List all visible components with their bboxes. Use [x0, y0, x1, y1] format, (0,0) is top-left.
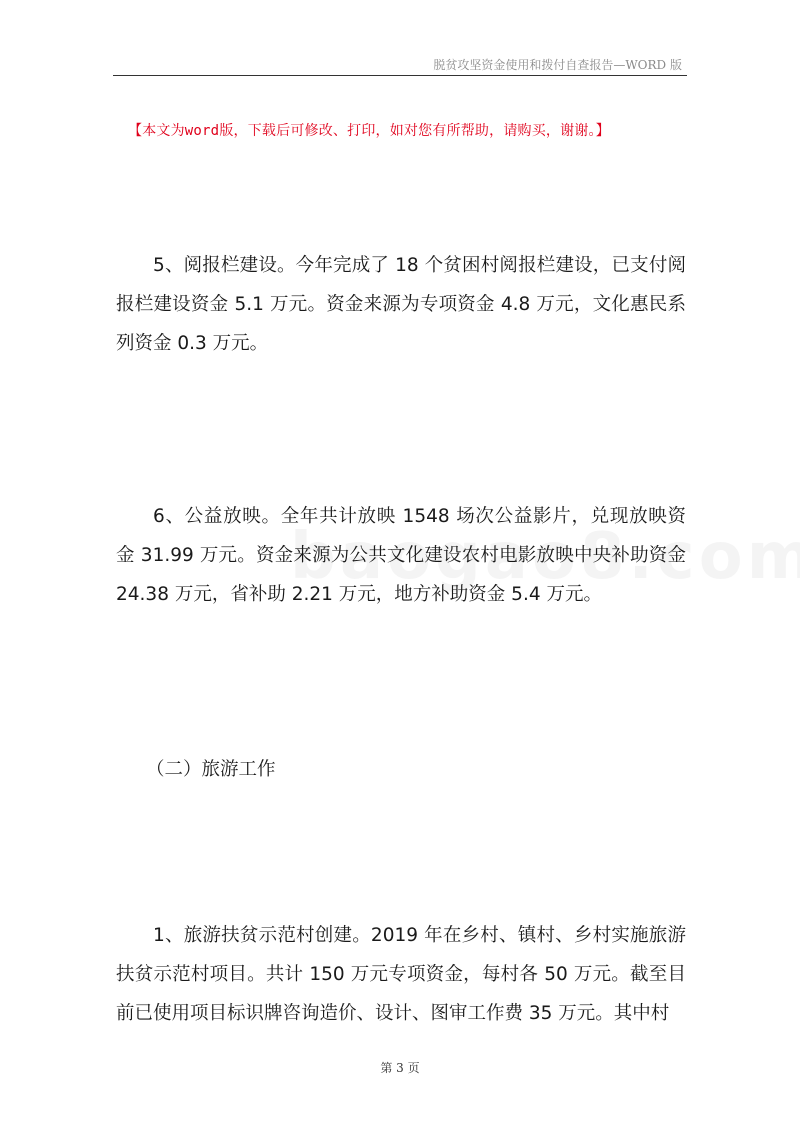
paragraph-public-screening: 6、公益放映。全年共计放映 1548 场次公益影片，兑现放映资金 31.99 万元。资金来源为公共文化建设农村电影放映中央补助资金 24.38 万元，省补助 2.21 万元，地方补助资金 5.4 万元。 — [116, 506, 686, 605]
section-heading-tourism: （二）旅游工作 — [146, 759, 276, 780]
header-divider — [113, 75, 687, 76]
purchase-notice: 【本文为word版，下载后可修改、打印，如对您有所帮助，请购买，谢谢。】 — [128, 123, 610, 139]
paragraph-tourism-demo-village: 1、旅游扶贫示范村创建。2019 年在乡村、镇村、乡村实施旅游扶贫示范村项目。共计 150 万元专项资金，每村各 50 万元。截至目前已使用项目标识牌咨询造价、设计、图审工作费 35 万元。其中村 — [116, 925, 686, 1024]
page-number: 第 3 页 — [380, 1061, 420, 1075]
running-header: 脱贫攻坚资金使用和拨付自查报告—WORD 版 — [433, 58, 682, 72]
paragraph-newspaper-board: 5、阅报栏建设。今年完成了 18 个贫困村阅报栏建设，已支付阅报栏建设资金 5.1 万元。资金来源为专项资金 4.8 万元，文化惠民系列资金 0.3 万元。 — [116, 255, 686, 354]
